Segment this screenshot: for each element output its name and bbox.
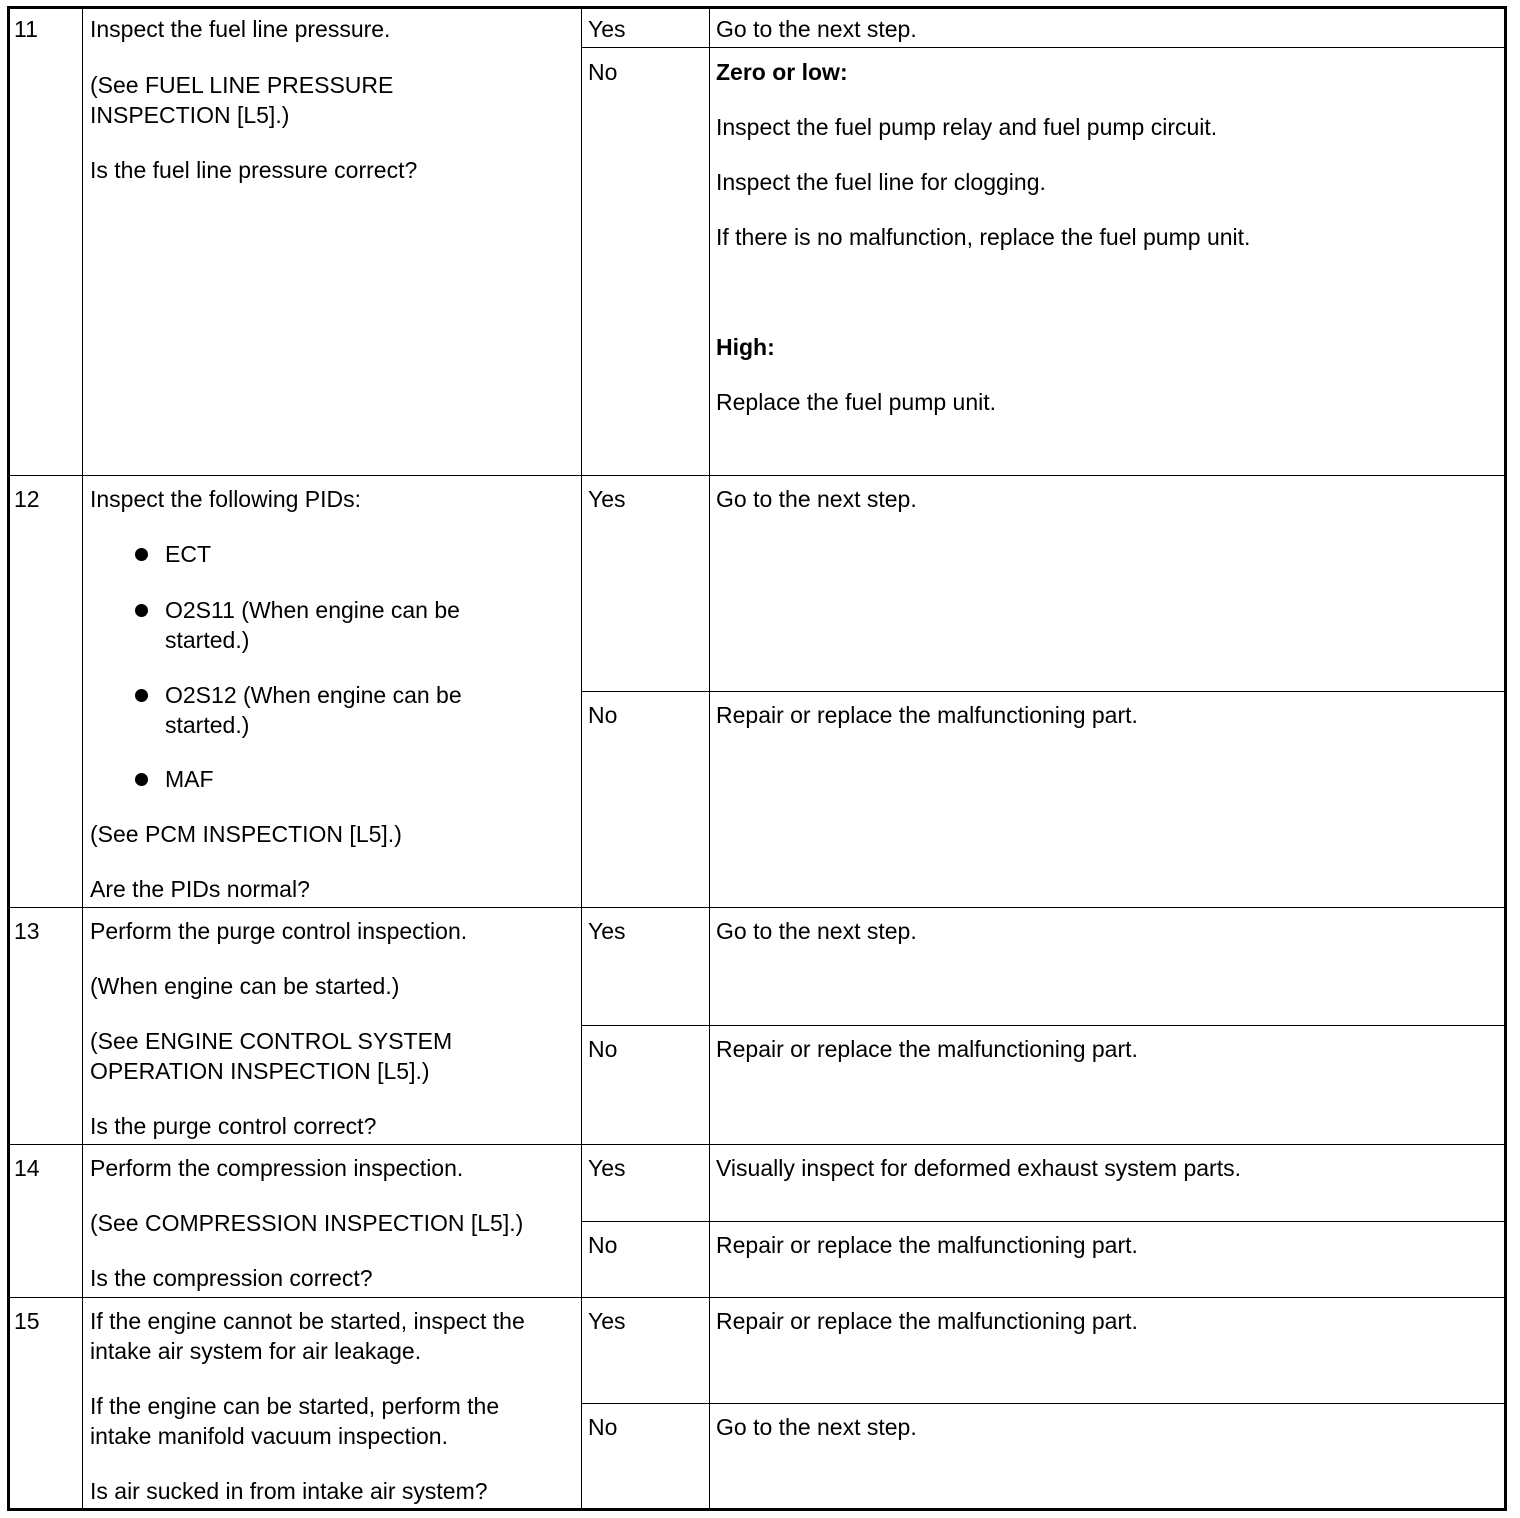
- yes-label: Yes: [588, 486, 626, 512]
- pid-item: O2S12 (When engine can be: [165, 682, 462, 708]
- yes-no-divider: [581, 1221, 1504, 1222]
- no-label: No: [588, 1414, 618, 1440]
- yes-result: Repair or replace the malfunctioning part.: [716, 1308, 1138, 1334]
- no-result-line: Inspect the fuel pump relay and fuel pump circuit.: [716, 114, 1218, 140]
- yes-result: Go to the next step.: [716, 918, 917, 944]
- column-divider: [709, 9, 710, 1508]
- yes-result: Go to the next step.: [716, 486, 917, 512]
- action-question: Is the purge control correct?: [90, 1113, 377, 1139]
- action-text: Perform the compression inspection.: [90, 1155, 464, 1181]
- action-text: intake air system for air leakage.: [90, 1338, 422, 1364]
- step-number: 11: [14, 16, 38, 42]
- no-result: Repair or replace the malfunctioning part.: [716, 702, 1138, 728]
- yes-label: Yes: [588, 1308, 626, 1334]
- no-result-line: If there is no malfunction, replace the fuel pump unit.: [716, 224, 1251, 250]
- action-text: Perform the purge control inspection.: [90, 918, 468, 944]
- yes-label: Yes: [588, 1155, 626, 1181]
- pid-item: ECT: [165, 541, 211, 567]
- no-result-heading: Zero or low:: [716, 59, 848, 85]
- step-number: 15: [14, 1308, 40, 1334]
- action-text: If the engine cannot be started, inspect the: [90, 1308, 525, 1334]
- no-result-line: Inspect the fuel line for clogging.: [716, 169, 1046, 195]
- action-reference: (See FUEL LINE PRESSURE: [90, 72, 394, 98]
- pid-item: started.): [165, 627, 250, 653]
- action-text: Inspect the following PIDs:: [90, 486, 362, 512]
- action-reference: OPERATION INSPECTION [L5].): [90, 1058, 430, 1084]
- yes-label: Yes: [588, 16, 626, 42]
- action-question: Is the compression correct?: [90, 1265, 373, 1291]
- yes-result: Visually inspect for deformed exhaust system parts.: [716, 1155, 1241, 1181]
- yes-label: Yes: [588, 918, 626, 944]
- action-condition: (When engine can be started.): [90, 973, 400, 999]
- action-question: Is air sucked in from intake air system?: [90, 1478, 488, 1504]
- row-divider: [10, 475, 1504, 476]
- step-number: 12: [14, 486, 40, 512]
- bullet-icon: [135, 773, 148, 786]
- row-divider: [10, 907, 1504, 908]
- step-number: 14: [14, 1155, 40, 1181]
- no-label: No: [588, 1036, 618, 1062]
- pid-item: started.): [165, 712, 250, 738]
- no-result: Repair or replace the malfunctioning part.: [716, 1036, 1138, 1062]
- bullet-icon: [135, 604, 148, 617]
- column-divider: [581, 9, 582, 1508]
- yes-no-divider: [581, 691, 1504, 692]
- bullet-icon: [135, 548, 148, 561]
- action-question: Are the PIDs normal?: [90, 876, 310, 902]
- pid-item: O2S11 (When engine can be: [165, 597, 460, 623]
- no-result-line: Replace the fuel pump unit.: [716, 389, 997, 415]
- no-label: No: [588, 59, 618, 85]
- troubleshooting-table: [7, 6, 1507, 1511]
- row-divider: [10, 1297, 1504, 1298]
- step-number: 13: [14, 918, 40, 944]
- yes-result: Go to the next step.: [716, 16, 917, 42]
- column-divider: [82, 9, 83, 1508]
- action-reference: (See PCM INSPECTION [L5].): [90, 821, 402, 847]
- action-reference: (See COMPRESSION INSPECTION [L5].): [90, 1210, 524, 1236]
- action-text: intake manifold vacuum inspection.: [90, 1423, 448, 1449]
- no-result-heading: High:: [716, 334, 775, 360]
- action-text: If the engine can be started, perform the: [90, 1393, 500, 1419]
- no-result: Go to the next step.: [716, 1414, 917, 1440]
- row-divider: [10, 1144, 1504, 1145]
- action-text: Inspect the fuel line pressure.: [90, 16, 391, 42]
- action-reference: (See ENGINE CONTROL SYSTEM: [90, 1028, 453, 1054]
- no-label: No: [588, 1232, 618, 1258]
- no-result: Repair or replace the malfunctioning part.: [716, 1232, 1138, 1258]
- pid-item: MAF: [165, 766, 214, 792]
- bullet-icon: [135, 689, 148, 702]
- action-reference: INSPECTION [L5].): [90, 102, 290, 128]
- yes-no-divider: [581, 47, 1504, 48]
- yes-no-divider: [581, 1025, 1504, 1026]
- action-question: Is the fuel line pressure correct?: [90, 157, 418, 183]
- no-label: No: [588, 702, 618, 728]
- yes-no-divider: [581, 1403, 1504, 1404]
